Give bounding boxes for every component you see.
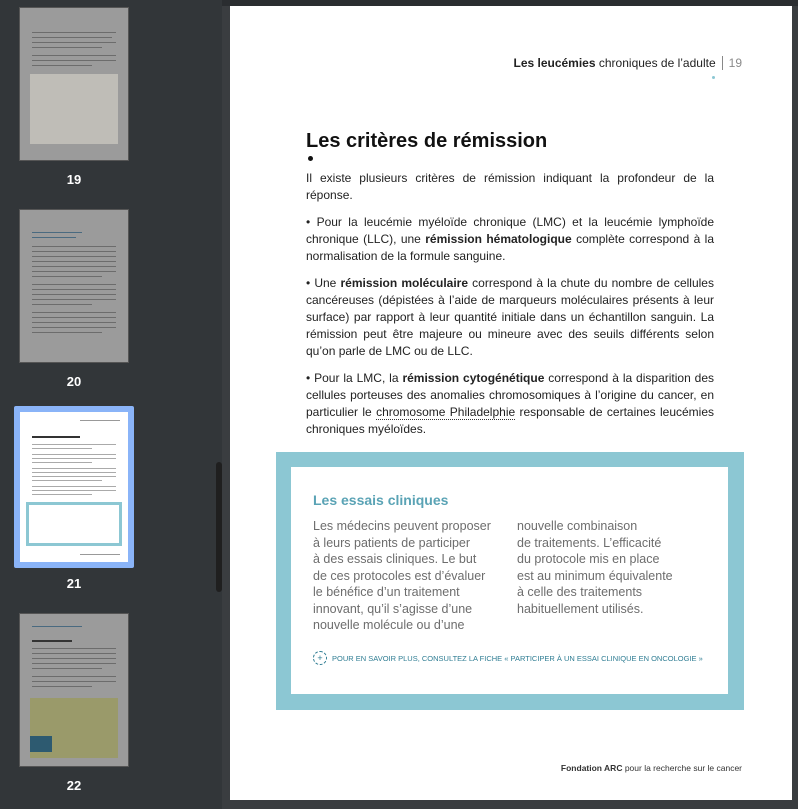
running-head-rest: chroniques de l’adulte	[595, 56, 716, 70]
thumbnail-sidebar[interactable]	[0, 0, 222, 809]
page-thumbnail-21[interactable]	[20, 412, 128, 562]
running-head-bold: Les leucémies	[513, 56, 596, 70]
learn-more-link[interactable]	[313, 651, 703, 665]
info-box-column-1: Les médecins peuvent proposer à leurs patients de participer à des essais cliniques. Le but de ces protocoles est d’évaluer le bénéfice d’un traitement innovant, qu’il s’agisse d’une nouvelle molécule ou d’une	[313, 519, 491, 632]
thumbnail-label-22: 22	[66, 778, 82, 793]
paragraph-3: • Pour la LMC, la rémission cytogénétique correspond à la disparition des cellules porteuses des anomalies chromosomiques à l’origine du cancer, en particulier le chromosome Philadelphie responsable de certaines leucémies chroniques myéloïdes.	[306, 371, 715, 436]
paragraph-1: • Pour la leucémie myéloïde chronique (LMC) et la leucémie lymphoïde chronique (LLC), une rémission hématologique complète correspond à la normalisation de la formule sanguine.	[306, 215, 714, 263]
document-page	[230, 6, 792, 800]
plus-icon: +	[313, 651, 327, 665]
thumbnail-photo	[30, 74, 118, 144]
page-footer: Fondation ARC pour la recherche sur le cancer	[560, 763, 742, 773]
paragraph-intro: Il existe plusieurs critères de rémission indiquant la profondeur de la réponse.	[306, 171, 714, 202]
info-box-column-2: nouvelle combinaison de traitements. L’efficacité du protocole mis en place est au minimum équivalente à celle des traitements habituellement utilisés.	[517, 519, 673, 616]
glossary-link-cytogenetique[interactable]: rémission cytogénétique	[402, 371, 545, 385]
page-thumbnail-22[interactable]	[20, 614, 128, 766]
running-head	[513, 56, 742, 70]
info-box-title: Les essais cliniques	[313, 492, 449, 508]
sidebar-scrollbar[interactable]	[216, 462, 222, 592]
paragraph-2: • Une rémission moléculaire correspond à la chute du nombre de cellules cancéreuses (dépistées à l’aide de marqueurs moléculaires présents à leur surface) par rapport à leur quantité initiale dans un échantillon sanguin. La rémission peut être majeure ou mineure avec des seuils différents selon qu’on parle de LMC ou de LLC.	[306, 276, 714, 358]
body-text	[306, 170, 714, 448]
page-number: 19	[722, 56, 742, 70]
thumbnail-box	[26, 502, 122, 546]
page-thumbnail-20[interactable]	[20, 210, 128, 362]
thumbnail-label-21: 21	[66, 576, 82, 591]
page-title: Les critères de rémission	[306, 130, 548, 152]
glossary-link-philadelphie[interactable]: chromosome Philadelphie	[376, 405, 516, 419]
thumbnail-label-20: 20	[66, 374, 82, 389]
thumbnail-label-19: 19	[66, 172, 82, 187]
decorative-dot	[712, 76, 715, 79]
title-dot	[308, 156, 313, 161]
learn-more-text: POUR EN SAVOIR PLUS, CONSULTEZ LA FICHE « PARTICIPER À UN ESSAI CLINIQUE EN ONCOLOGIE »	[332, 653, 703, 663]
page-thumbnail-19[interactable]	[20, 8, 128, 160]
